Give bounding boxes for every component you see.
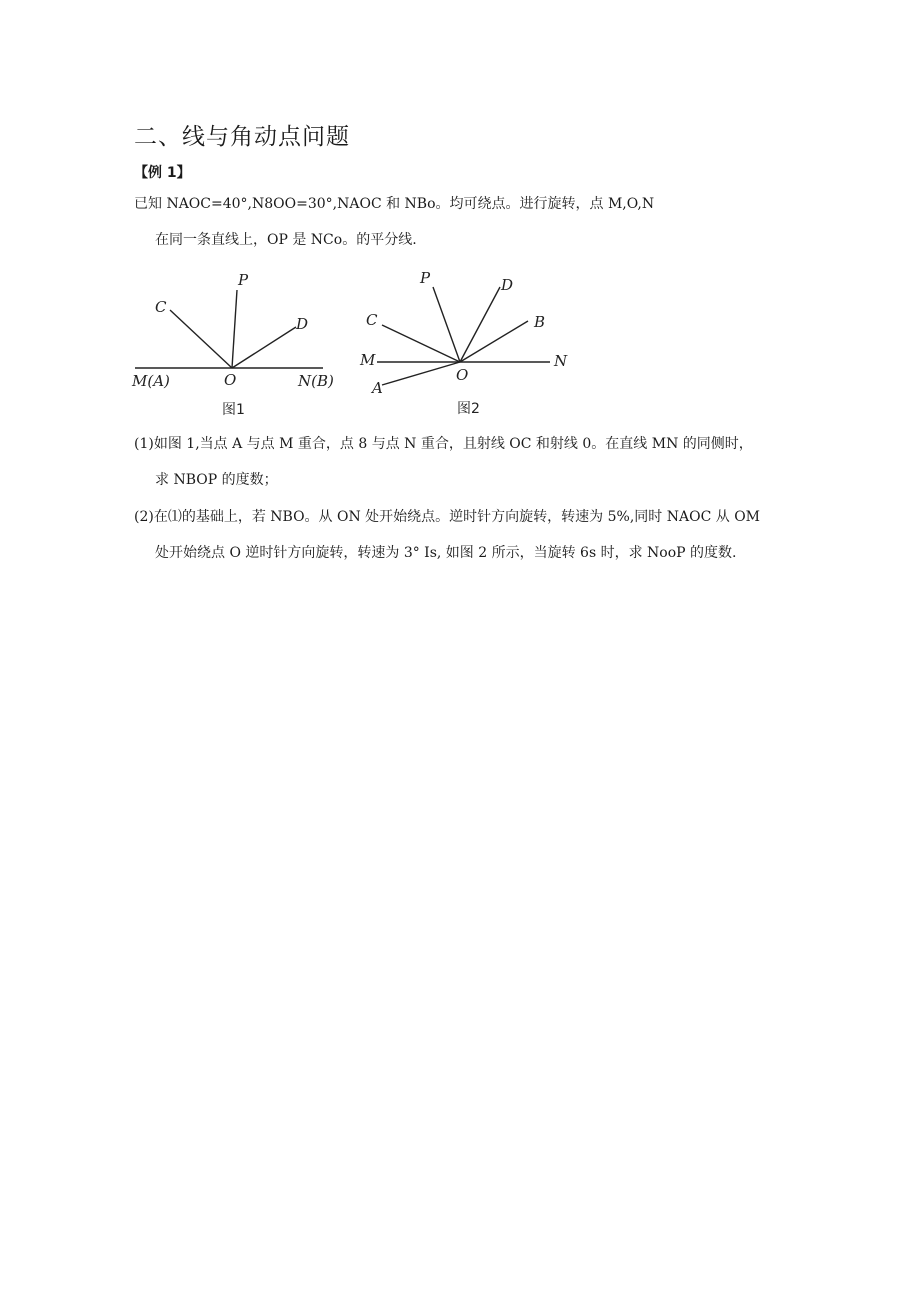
fig2-label-a: A xyxy=(372,379,383,397)
fig2-label-o: O xyxy=(456,366,469,384)
fig2-caption: 图2 xyxy=(457,401,480,417)
intro-line-2: 在同一条直线上，OP 是 NCo。的平分线. xyxy=(155,232,417,248)
fig2-label-m: M xyxy=(360,351,376,369)
fig2-label-n: N xyxy=(554,352,568,370)
question-2-line-1: (2)在⑴的基础上，若 NBO。从 ON 处开始绕点。逆时针方向旋转，转速为 5%,同时 NAOC 从 OM xyxy=(134,509,761,525)
fig1-label-c: C xyxy=(155,298,167,316)
fig1-label-d: D xyxy=(296,315,309,333)
fig2-label-c: C xyxy=(366,311,378,329)
fig1-ray-oc xyxy=(170,310,232,368)
fig1-label-o: O xyxy=(224,371,237,389)
fig1-ray-od xyxy=(232,327,296,368)
fig1-ray-op xyxy=(232,290,237,368)
fig1-label-n: N(B) xyxy=(298,372,334,390)
angle-figures xyxy=(130,265,590,425)
fig2-label-p: P xyxy=(420,269,431,287)
fig2-label-d: D xyxy=(501,276,514,294)
fig1-label-m: M(A) xyxy=(132,372,170,390)
intro-line-1: 已知 NAOC=40°,N8OO=30°,NAOC 和 NBo。均可绕点。进行旋转，点 M,O,N xyxy=(134,196,655,212)
fig2-ray-oa xyxy=(382,362,460,385)
example-label: 【例 1】 xyxy=(134,165,191,181)
fig2-label-b: B xyxy=(534,313,546,331)
fig1-label-p: P xyxy=(238,271,249,289)
section-title: 二、线与角动点问题 xyxy=(134,124,350,150)
question-1-line-1: (1)如图 1,当点 A 与点 M 重合，点 8 与点 N 重合，且射线 OC 和射线 0。在直线 MN 的同侧时， xyxy=(134,436,753,452)
question-2-line-2: 处开始绕点 O 逆时针方向旋转，转速为 3° Is, 如图 2 所示，当旋转 6s 时，求 NooP 的度数. xyxy=(155,545,737,561)
fig1-caption: 图1 xyxy=(222,402,245,418)
question-1-line-2: 求 NBOP 的度数； xyxy=(155,472,278,488)
